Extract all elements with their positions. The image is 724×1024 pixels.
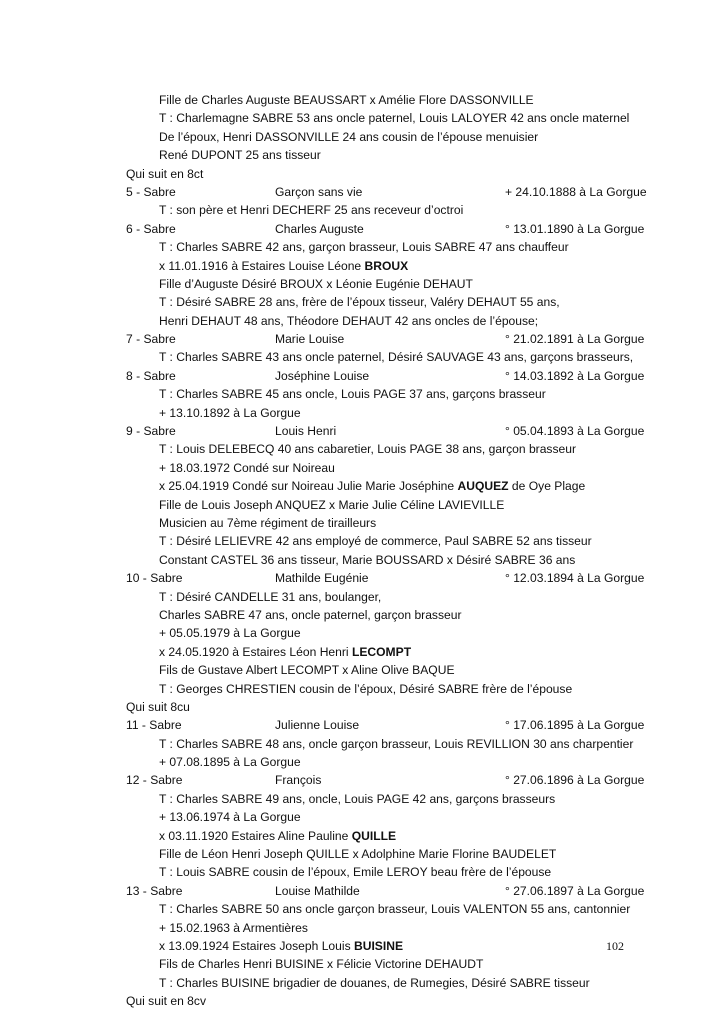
line-text: Fille de Charles Auguste BEAUSSART x Amélie Flore DASSONVILLE	[159, 93, 534, 107]
line-text: + 05.05.1979 à La Gorgue	[159, 626, 301, 641]
detail-line	[126, 900, 686, 918]
line-text: Fille d’Auguste Désiré BROUX x Léonie Eugénie DEHAUT	[159, 276, 473, 291]
detail-line	[126, 974, 686, 992]
detail-line	[126, 808, 686, 826]
line-text: T : Désiré LELIEVRE 42 ans employé de commerce, Paul SABRE 52 ans tisseur	[159, 534, 592, 549]
entry-date: ° 27.06.1896 à La Gorgue	[505, 773, 645, 788]
entry-name: François	[275, 773, 322, 788]
entry-index: 8 - Sabre	[126, 368, 176, 383]
line-text: René DUPONT 25 ans tisseur	[159, 148, 321, 163]
line-text: T : Charles SABRE 43 ans oncle paternel, Désiré SAUVAGE 43 ans, garçons brasseurs,	[159, 350, 634, 365]
detail-line	[126, 91, 686, 109]
line-text: T : Charles SABRE 50 ans oncle garçon brasseur, Louis VALENTON 55 ans, cantonnier	[159, 902, 631, 917]
spouse-surname: BROUX	[364, 258, 409, 273]
line-text: x 25.04.1919 Condé sur Noireau Julie Marie Joséphine	[159, 479, 458, 494]
detail-line	[126, 459, 686, 477]
entry-date: + 24.10.1888 à La Gorgue	[505, 184, 647, 199]
entry-index: 11 - Sabre	[126, 718, 182, 733]
child-entry	[126, 220, 686, 238]
line-text: T : Désiré SABRE 28 ans, frère de l’époux tisseur, Valéry DEHAUT 55 ans,	[159, 295, 560, 310]
line-text: T : Louis SABRE cousin de l’époux, Emile LEROY beau frère de l’épouse	[159, 865, 552, 880]
detail-line	[126, 385, 686, 403]
child-entry	[126, 882, 686, 900]
detail-line	[126, 827, 686, 845]
line-text: + 07.08.1895 à La Gorgue	[159, 755, 301, 770]
detail-line	[126, 146, 686, 164]
line-text: + 15.02.1963 à Armentières	[159, 920, 308, 935]
entry-date: ° 12.03.1894 à La Gorgue	[505, 571, 645, 586]
detail-line	[126, 624, 686, 642]
line-text: Fils de Charles Henri BUISINE x Félicie Victorine DEHAUDT	[159, 957, 484, 972]
detail-line	[126, 955, 686, 973]
detail-line	[126, 514, 686, 532]
detail-line	[126, 257, 686, 275]
line-text: Qui suit en 8ct	[126, 166, 204, 181]
child-entry	[126, 422, 686, 440]
line-text: T : son père et Henri DECHERF 25 ans receveur d’octroi	[159, 203, 464, 218]
entry-name: Mathilde Eugénie	[275, 571, 369, 586]
line-text: T : Louis DELEBECQ 40 ans cabaretier, Louis PAGE 38 ans, garçon brasseur	[159, 442, 577, 457]
line-text: Musicien au 7ème régiment de tirailleurs	[159, 515, 377, 530]
detail-line	[126, 293, 686, 311]
detail-line	[126, 680, 686, 698]
entry-date: ° 17.06.1895 à La Gorgue	[505, 718, 645, 733]
entry-name: Louis Henri	[275, 424, 337, 439]
entry-index: 5 - Sabre	[126, 184, 176, 199]
detail-line	[126, 201, 686, 219]
entry-index: 13 - Sabre	[126, 883, 183, 898]
section-note	[126, 698, 686, 716]
child-entry	[126, 367, 686, 385]
line-text: x 11.01.1916 à Estaires Louise Léone	[159, 258, 365, 273]
line-text: T : Charles SABRE 45 ans oncle, Louis PAGE 37 ans, garçons brasseur	[159, 387, 546, 402]
child-entry	[126, 183, 686, 201]
line-text: T : Charles SABRE 49 ans, oncle, Louis PAGE 42 ans, garçons brasseurs	[159, 791, 556, 806]
genealogy-record	[126, 91, 686, 1011]
line-text: Fils de Gustave Albert LECOMPT x Aline Olive BAQUE	[159, 663, 455, 678]
spouse-surname: LECOMPT	[351, 644, 412, 659]
line-text: Qui suit en 8cv	[126, 994, 206, 1009]
detail-line	[126, 551, 686, 569]
detail-line	[126, 404, 686, 422]
entry-index: 9 - Sabre	[126, 424, 176, 439]
spouse-surname: QUILLE	[351, 828, 397, 843]
line-text: x 13.09.1924 Estaires Joseph Louis	[159, 938, 354, 953]
line-text: T : Charles BUISINE brigadier de douanes, de Rumegies, Désiré SABRE tisseur	[159, 975, 590, 990]
child-entry	[126, 771, 686, 789]
detail-line	[126, 477, 686, 495]
line-text: Charles SABRE 47 ans, oncle paternel, garçon brasseur	[159, 607, 462, 622]
entry-name: Julienne Louise	[275, 718, 360, 733]
detail-line	[126, 588, 686, 606]
detail-line	[126, 312, 686, 330]
entry-name: Marie Louise	[275, 332, 345, 347]
child-entry	[126, 330, 686, 348]
detail-line	[126, 790, 686, 808]
section-note	[126, 992, 686, 1010]
entry-name: Charles Auguste	[275, 221, 364, 236]
line-text: T : Charles SABRE 42 ans, garçon brasseur, Louis SABRE 47 ans chauffeur	[159, 240, 569, 255]
detail-line	[126, 863, 686, 881]
line-text: + 13.10.1892 à La Gorgue	[159, 405, 301, 420]
detail-line	[126, 753, 686, 771]
entry-index: 6 - Sabre	[126, 221, 176, 236]
spouse-surname: AUQUEZ	[457, 479, 509, 494]
detail-line	[126, 661, 686, 679]
entry-date: ° 05.04.1893 à La Gorgue	[505, 424, 645, 439]
entry-date: ° 14.03.1892 à La Gorgue	[505, 368, 645, 383]
entry-date: ° 13.01.1890 à La Gorgue	[505, 221, 645, 236]
detail-line	[126, 845, 686, 863]
detail-line	[126, 440, 686, 458]
entry-date: ° 27.06.1897 à La Gorgue	[505, 883, 645, 898]
line-text: T : Charlemagne SABRE 53 ans oncle paternel, Louis LALOYER 42 ans oncle maternel	[159, 111, 630, 126]
line-text: + 18.03.1972 Condé sur Noireau	[159, 460, 335, 475]
detail-line	[126, 532, 686, 550]
child-entry	[126, 569, 686, 587]
detail-line	[126, 128, 686, 146]
detail-line	[126, 919, 686, 937]
line-text: x 24.05.1920 à Estaires Léon Henri	[159, 644, 352, 659]
line-text: + 13.06.1974 à La Gorgue	[159, 810, 301, 825]
detail-line	[126, 496, 686, 514]
entry-name: Joséphine Louise	[275, 368, 370, 383]
detail-line	[126, 109, 686, 127]
detail-line	[126, 937, 686, 955]
detail-line	[126, 606, 686, 624]
child-entry	[126, 716, 686, 734]
entry-date: ° 21.02.1891 à La Gorgue	[505, 332, 645, 347]
detail-line	[126, 643, 686, 661]
line-text: x 03.11.1920 Estaires Aline Pauline	[159, 828, 352, 843]
line-text: T : Désiré CANDELLE 31 ans, boulanger,	[159, 589, 382, 604]
entry-name: Garçon sans vie	[275, 184, 363, 199]
page-number: 102	[606, 939, 624, 953]
line-text: Fille de Léon Henri Joseph QUILLE x Adolphine Marie Florine BAUDELET	[159, 847, 557, 862]
line-text: Qui suit 8cu	[126, 699, 190, 714]
line-text-after: de Oye Plage	[508, 479, 586, 494]
entry-index: 7 - Sabre	[126, 332, 176, 347]
detail-line	[126, 348, 686, 366]
line-text: T : Georges CHRESTIEN cousin de l’époux, Désiré SABRE frère de l’épouse	[159, 681, 573, 696]
line-text: Henri DEHAUT 48 ans, Théodore DEHAUT 42 ans oncles de l’épouse;	[159, 313, 539, 328]
entry-name: Louise Mathilde	[275, 883, 360, 898]
section-note	[126, 165, 686, 183]
line-text: De l’époux, Henri DASSONVILLE 24 ans cousin de l’épouse menuisier	[159, 129, 539, 144]
detail-line	[126, 735, 686, 753]
entry-index: 12 - Sabre	[126, 773, 183, 788]
line-text: Constant CASTEL 36 ans tisseur, Marie BOUSSARD x Désiré SABRE 36 ans	[159, 552, 576, 567]
entry-index: 10 - Sabre	[126, 571, 183, 586]
detail-line	[126, 275, 686, 293]
spouse-surname: BUISINE	[353, 938, 404, 953]
line-text: T : Charles SABRE 48 ans, oncle garçon brasseur, Louis REVILLION 30 ans charpentier	[159, 736, 634, 751]
line-text: Fille de Louis Joseph ANQUEZ x Marie Julie Céline LAVIEVILLE	[159, 497, 505, 512]
detail-line	[126, 238, 686, 256]
